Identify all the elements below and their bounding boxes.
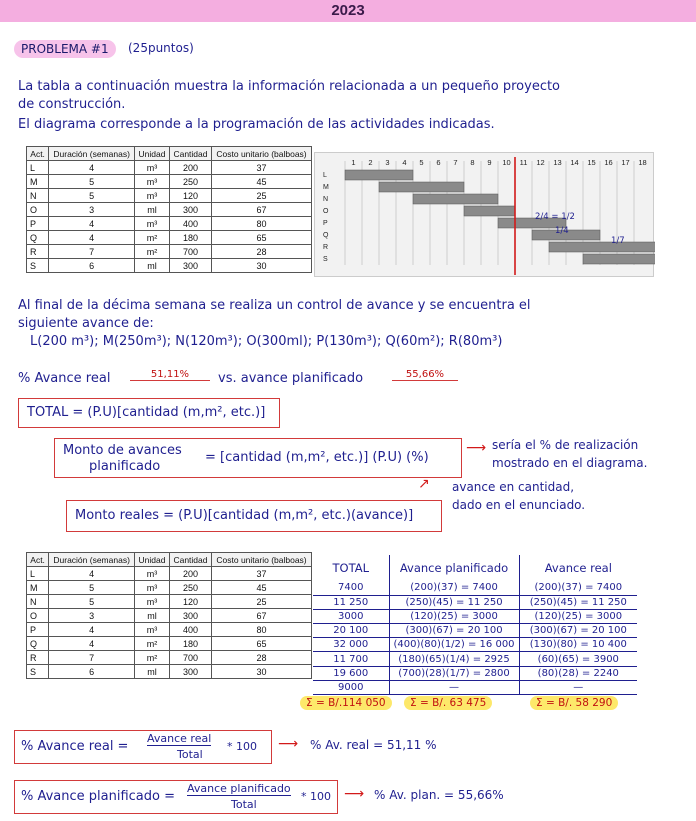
act2-cell: m² (135, 651, 170, 665)
act2-cell: S (27, 665, 49, 679)
gantt-week-label: 6 (436, 158, 441, 167)
final-real-label: % Avance real = (21, 739, 129, 754)
act1-cell: m³ (135, 189, 170, 203)
act1-cell: 400 (169, 217, 211, 231)
act2-cell: O (27, 609, 49, 623)
act2-cell: 200 (169, 567, 211, 581)
calc-cell: (120)(25) = 3000 (389, 609, 519, 623)
act1-cell: L (27, 161, 49, 175)
act1-header: Costo unitario (balboas) (212, 147, 312, 161)
gantt-week-label: 11 (519, 158, 528, 167)
act1-cell: 700 (169, 245, 211, 259)
gantt-week-label: 15 (587, 158, 596, 167)
gantt-bar (583, 254, 655, 264)
act2-row (27, 609, 312, 623)
act2-header: Costo unitario (balboas) (212, 553, 312, 567)
act2-cell: 5 (49, 595, 135, 609)
calc-cell: (60)(65) = 3900 (519, 652, 637, 666)
calc-cell: (180)(65)(1/4) = 2925 (389, 652, 519, 666)
act1-cell: 37 (212, 161, 312, 175)
act1-header: Duración (semanas) (49, 147, 135, 161)
final-real-box (14, 730, 272, 764)
calc-cell: 20 100 (313, 624, 389, 638)
act1-cell: S (27, 259, 49, 273)
calc-cell: — (389, 680, 519, 694)
act1-cell: O (27, 203, 49, 217)
calc-cell: 11 250 (313, 595, 389, 609)
calc-header-plan: Avance planificado (389, 555, 519, 581)
act2-row (27, 623, 312, 637)
problem-points: (25puntos) (128, 41, 194, 55)
act2-cell: Q (27, 637, 49, 651)
act2-cell: 28 (212, 651, 312, 665)
act1-cell: N (27, 189, 49, 203)
calc-cell: (250)(45) = 11 250 (389, 595, 519, 609)
gantt-chart (314, 152, 654, 277)
gantt-activity-label: L (323, 172, 327, 179)
act2-cell: 120 (169, 595, 211, 609)
arrow-plan-icon: ⟶ (466, 440, 487, 456)
act2-cell: R (27, 651, 49, 665)
act2-cell: ml (135, 609, 170, 623)
percent-real-label: % Avance real (18, 371, 111, 386)
final-real-result: % Av. real = 51,11 % (310, 738, 437, 752)
act1-cell: 80 (212, 217, 312, 231)
gantt-activity-label: S (323, 256, 328, 263)
gantt-activity-label: N (323, 196, 329, 203)
intro-line-2: de construcción. (18, 97, 126, 112)
gantt-bar (413, 194, 498, 204)
act2-cell: m³ (135, 581, 170, 595)
act2-cell: 30 (212, 665, 312, 679)
final-plan-result: % Av. plan. = 55,66% (374, 788, 504, 802)
act1-cell: 45 (212, 175, 312, 189)
note-plan-a: sería el % de realización (492, 438, 639, 452)
calc-row (313, 680, 637, 694)
act2-cell: 65 (212, 637, 312, 651)
gantt-week-label: 13 (553, 158, 562, 167)
act1-cell: 67 (212, 203, 312, 217)
sum-plan: Σ = B/. 63 475 (404, 696, 492, 710)
gantt-activity-label: Q (323, 232, 329, 239)
calc-cell: 7400 (313, 581, 389, 595)
calc-cell: (200)(37) = 7400 (519, 581, 637, 595)
calc-row (313, 624, 637, 638)
act2-cell: 250 (169, 581, 211, 595)
calc-row (313, 652, 637, 666)
gantt-annotation-p: 2/4 = 1/2 (535, 212, 575, 222)
act1-cell: 5 (49, 175, 135, 189)
arrow-final-plan-icon: ⟶ (344, 786, 365, 802)
sum-real: Σ = B/. 58 290 (530, 696, 618, 710)
act1-row (27, 245, 312, 259)
calc-cell: 19 600 (313, 666, 389, 680)
act1-cell: 300 (169, 203, 211, 217)
gantt-bar (345, 170, 413, 180)
act2-cell: M (27, 581, 49, 595)
final-plan-den: Total (231, 798, 257, 811)
gantt-activity-label: M (323, 184, 329, 191)
act2-cell: L (27, 567, 49, 581)
arrow-real-icon: ↗ (418, 476, 430, 492)
calc-cell: (250)(45) = 11 250 (519, 595, 637, 609)
calc-cell: 9000 (313, 680, 389, 694)
act2-row (27, 651, 312, 665)
act1-cell: M (27, 175, 49, 189)
calc-cell: (130)(80) = 10 400 (519, 638, 637, 652)
gantt-week-label: 18 (638, 158, 647, 167)
calc-row (313, 609, 637, 623)
act1-row (27, 217, 312, 231)
gantt-week-label: 12 (536, 158, 545, 167)
percent-real-value: 51,11% (130, 369, 210, 381)
gantt-week-label: 3 (385, 158, 390, 167)
gantt-svg (315, 153, 655, 278)
act1-cell: 250 (169, 175, 211, 189)
gantt-week-label: 1 (351, 158, 356, 167)
act1-cell: m³ (135, 161, 170, 175)
gantt-annotation-r: 1/7 (611, 236, 625, 246)
calc-cell: (700)(28)(1/7) = 2800 (389, 666, 519, 680)
gantt-week-label: 5 (419, 158, 424, 167)
act1-cell: m³ (135, 175, 170, 189)
act2-cell: 180 (169, 637, 211, 651)
percent-vs-label: vs. avance planificado (218, 371, 364, 386)
act2-cell: 4 (49, 567, 135, 581)
gantt-bar (464, 206, 515, 216)
act1-cell: 4 (49, 217, 135, 231)
calc-row (313, 595, 637, 609)
act1-cell: ml (135, 259, 170, 273)
calc-cell: 3000 (313, 609, 389, 623)
gantt-bar (379, 182, 464, 192)
problem-label: PROBLEMA #1 (14, 40, 116, 58)
monto-plan-box (54, 438, 462, 478)
act2-cell: m³ (135, 623, 170, 637)
act1-cell: 4 (49, 231, 135, 245)
act1-cell: 4 (49, 161, 135, 175)
act1-cell: 7 (49, 245, 135, 259)
act2-row (27, 595, 312, 609)
calc-cell: (200)(37) = 7400 (389, 581, 519, 595)
act1-cell: 28 (212, 245, 312, 259)
monto-plan-label-a: Monto de avances (63, 443, 182, 458)
act1-cell: m³ (135, 217, 170, 231)
calc-cell: 11 700 (313, 652, 389, 666)
gantt-week-label: 4 (402, 158, 407, 167)
intro-line-3: El diagrama corresponde a la programación de las actividades indicadas. (18, 117, 495, 132)
act2-cell: 4 (49, 637, 135, 651)
calc-cell: (400)(80)(1/2) = 16 000 (389, 638, 519, 652)
act2-cell: 300 (169, 665, 211, 679)
act2-header: Unidad (135, 553, 170, 567)
act2-cell: 700 (169, 651, 211, 665)
act1-cell: 6 (49, 259, 135, 273)
control-line-1: Al final de la décima semana se realiza un control de avance y se encuentra el (18, 298, 531, 313)
act2-cell: 25 (212, 595, 312, 609)
act1-header: Act. (27, 147, 49, 161)
note-plan-b: mostrado en el diagrama. (492, 456, 648, 470)
gantt-week-label: 17 (621, 158, 630, 167)
calc-cell: (300)(67) = 20 100 (389, 624, 519, 638)
gantt-week-label: 8 (470, 158, 475, 167)
calc-cell: 32 000 (313, 638, 389, 652)
act2-cell: 3 (49, 609, 135, 623)
act1-row (27, 189, 312, 203)
gantt-annotation-q: 1/4 (555, 226, 569, 236)
gantt-bar (549, 242, 655, 252)
gantt-activity-label: O (323, 208, 329, 215)
arrow-final-real-icon: ⟶ (278, 736, 299, 752)
act2-cell: 300 (169, 609, 211, 623)
gantt-week-label: 9 (487, 158, 492, 167)
act2-header: Cantidad (169, 553, 211, 567)
act2-header: Act. (27, 553, 49, 567)
act1-cell: 30 (212, 259, 312, 273)
act1-cell: m² (135, 245, 170, 259)
act1-cell: 5 (49, 189, 135, 203)
calc-row (313, 581, 637, 595)
calc-cell: (120)(25) = 3000 (519, 609, 637, 623)
final-real-mult: * 100 (227, 740, 257, 753)
gantt-week-label: 2 (368, 158, 373, 167)
total-formula-box (18, 398, 280, 428)
act1-cell: 120 (169, 189, 211, 203)
act2-cell: m³ (135, 567, 170, 581)
act1-header: Unidad (135, 147, 170, 161)
act2-cell: m³ (135, 595, 170, 609)
act1-cell: 200 (169, 161, 211, 175)
act1-cell: R (27, 245, 49, 259)
act1-row (27, 203, 312, 217)
calc-cell: (300)(67) = 20 100 (519, 624, 637, 638)
note-real-b: dado en el enunciado. (452, 498, 586, 512)
year-header: 2023 (0, 0, 696, 22)
calc-row (313, 638, 637, 652)
act1-cell: Q (27, 231, 49, 245)
act2-cell: 4 (49, 623, 135, 637)
final-real-den: Total (177, 748, 203, 761)
act2-row (27, 665, 312, 679)
act2-cell: 67 (212, 609, 312, 623)
activity-table-1 (26, 146, 312, 273)
total-formula: TOTAL = (P.U)[cantidad (m,m², etc.)] (27, 405, 266, 420)
intro-line-1: La tabla a continuación muestra la información relacionada a un pequeño proyecto (18, 79, 561, 94)
act1-cell: ml (135, 203, 170, 217)
control-line-3: L(200 m³); M(250m³); N(120m³); O(300ml); P(130m³); Q(60m²); R(80m³) (30, 334, 503, 349)
gantt-activity-label: P (323, 220, 328, 227)
gantt-week-label: 14 (570, 158, 579, 167)
sum-total: Σ = B/.114 050 (300, 696, 392, 710)
monto-plan-label-b: planificado (89, 459, 161, 474)
act1-row (27, 231, 312, 245)
act1-cell: 65 (212, 231, 312, 245)
act1-cell: 3 (49, 203, 135, 217)
monto-real-box (66, 500, 442, 532)
calc-header-real: Avance real (544, 561, 612, 575)
act2-cell: 80 (212, 623, 312, 637)
gantt-week-label: 10 (502, 158, 511, 167)
act2-row (27, 581, 312, 595)
act2-cell: P (27, 623, 49, 637)
act2-cell: 7 (49, 651, 135, 665)
calc-row (313, 666, 637, 680)
act2-cell: 400 (169, 623, 211, 637)
calc-header-total: TOTAL (313, 555, 389, 581)
act2-cell: N (27, 595, 49, 609)
act1-row (27, 175, 312, 189)
act1-cell: m² (135, 231, 170, 245)
act1-cell: 25 (212, 189, 312, 203)
calc-table (313, 555, 637, 695)
act1-cell: 180 (169, 231, 211, 245)
act2-row (27, 567, 312, 581)
act1-header: Cantidad (169, 147, 211, 161)
note-real-a: avance en cantidad, (452, 480, 575, 494)
control-line-2: siguiente avance de: (18, 316, 154, 331)
act2-cell: ml (135, 665, 170, 679)
act1-cell: 300 (169, 259, 211, 273)
act1-cell: P (27, 217, 49, 231)
percent-plan-value: 55,66% (392, 369, 458, 381)
gantt-week-label: 7 (453, 158, 458, 167)
final-plan-box (14, 780, 338, 814)
calc-cell: — (519, 680, 637, 694)
activity-table-2 (26, 552, 312, 679)
act2-cell: 5 (49, 581, 135, 595)
act2-cell: 6 (49, 665, 135, 679)
monto-plan-rhs: = [cantidad (m,m², etc.)] (P.U) (%) (205, 450, 429, 465)
gantt-week-label: 16 (604, 158, 613, 167)
act1-row (27, 259, 312, 273)
final-plan-label: % Avance planificado = (21, 789, 176, 804)
calc-cell: (80)(28) = 2240 (519, 666, 637, 680)
final-plan-mult: * 100 (301, 790, 331, 803)
act2-row (27, 637, 312, 651)
monto-real-formula: Monto reales = (P.U)[cantidad (m,m², etc.)(avance)] (75, 508, 414, 523)
final-real-num: Avance real (147, 732, 212, 745)
gantt-activity-label: R (323, 244, 329, 251)
act2-cell: m² (135, 637, 170, 651)
act2-header: Duración (semanas) (49, 553, 135, 567)
act2-cell: 45 (212, 581, 312, 595)
final-plan-num: Avance planificado (187, 782, 291, 795)
act2-cell: 37 (212, 567, 312, 581)
act1-row (27, 161, 312, 175)
